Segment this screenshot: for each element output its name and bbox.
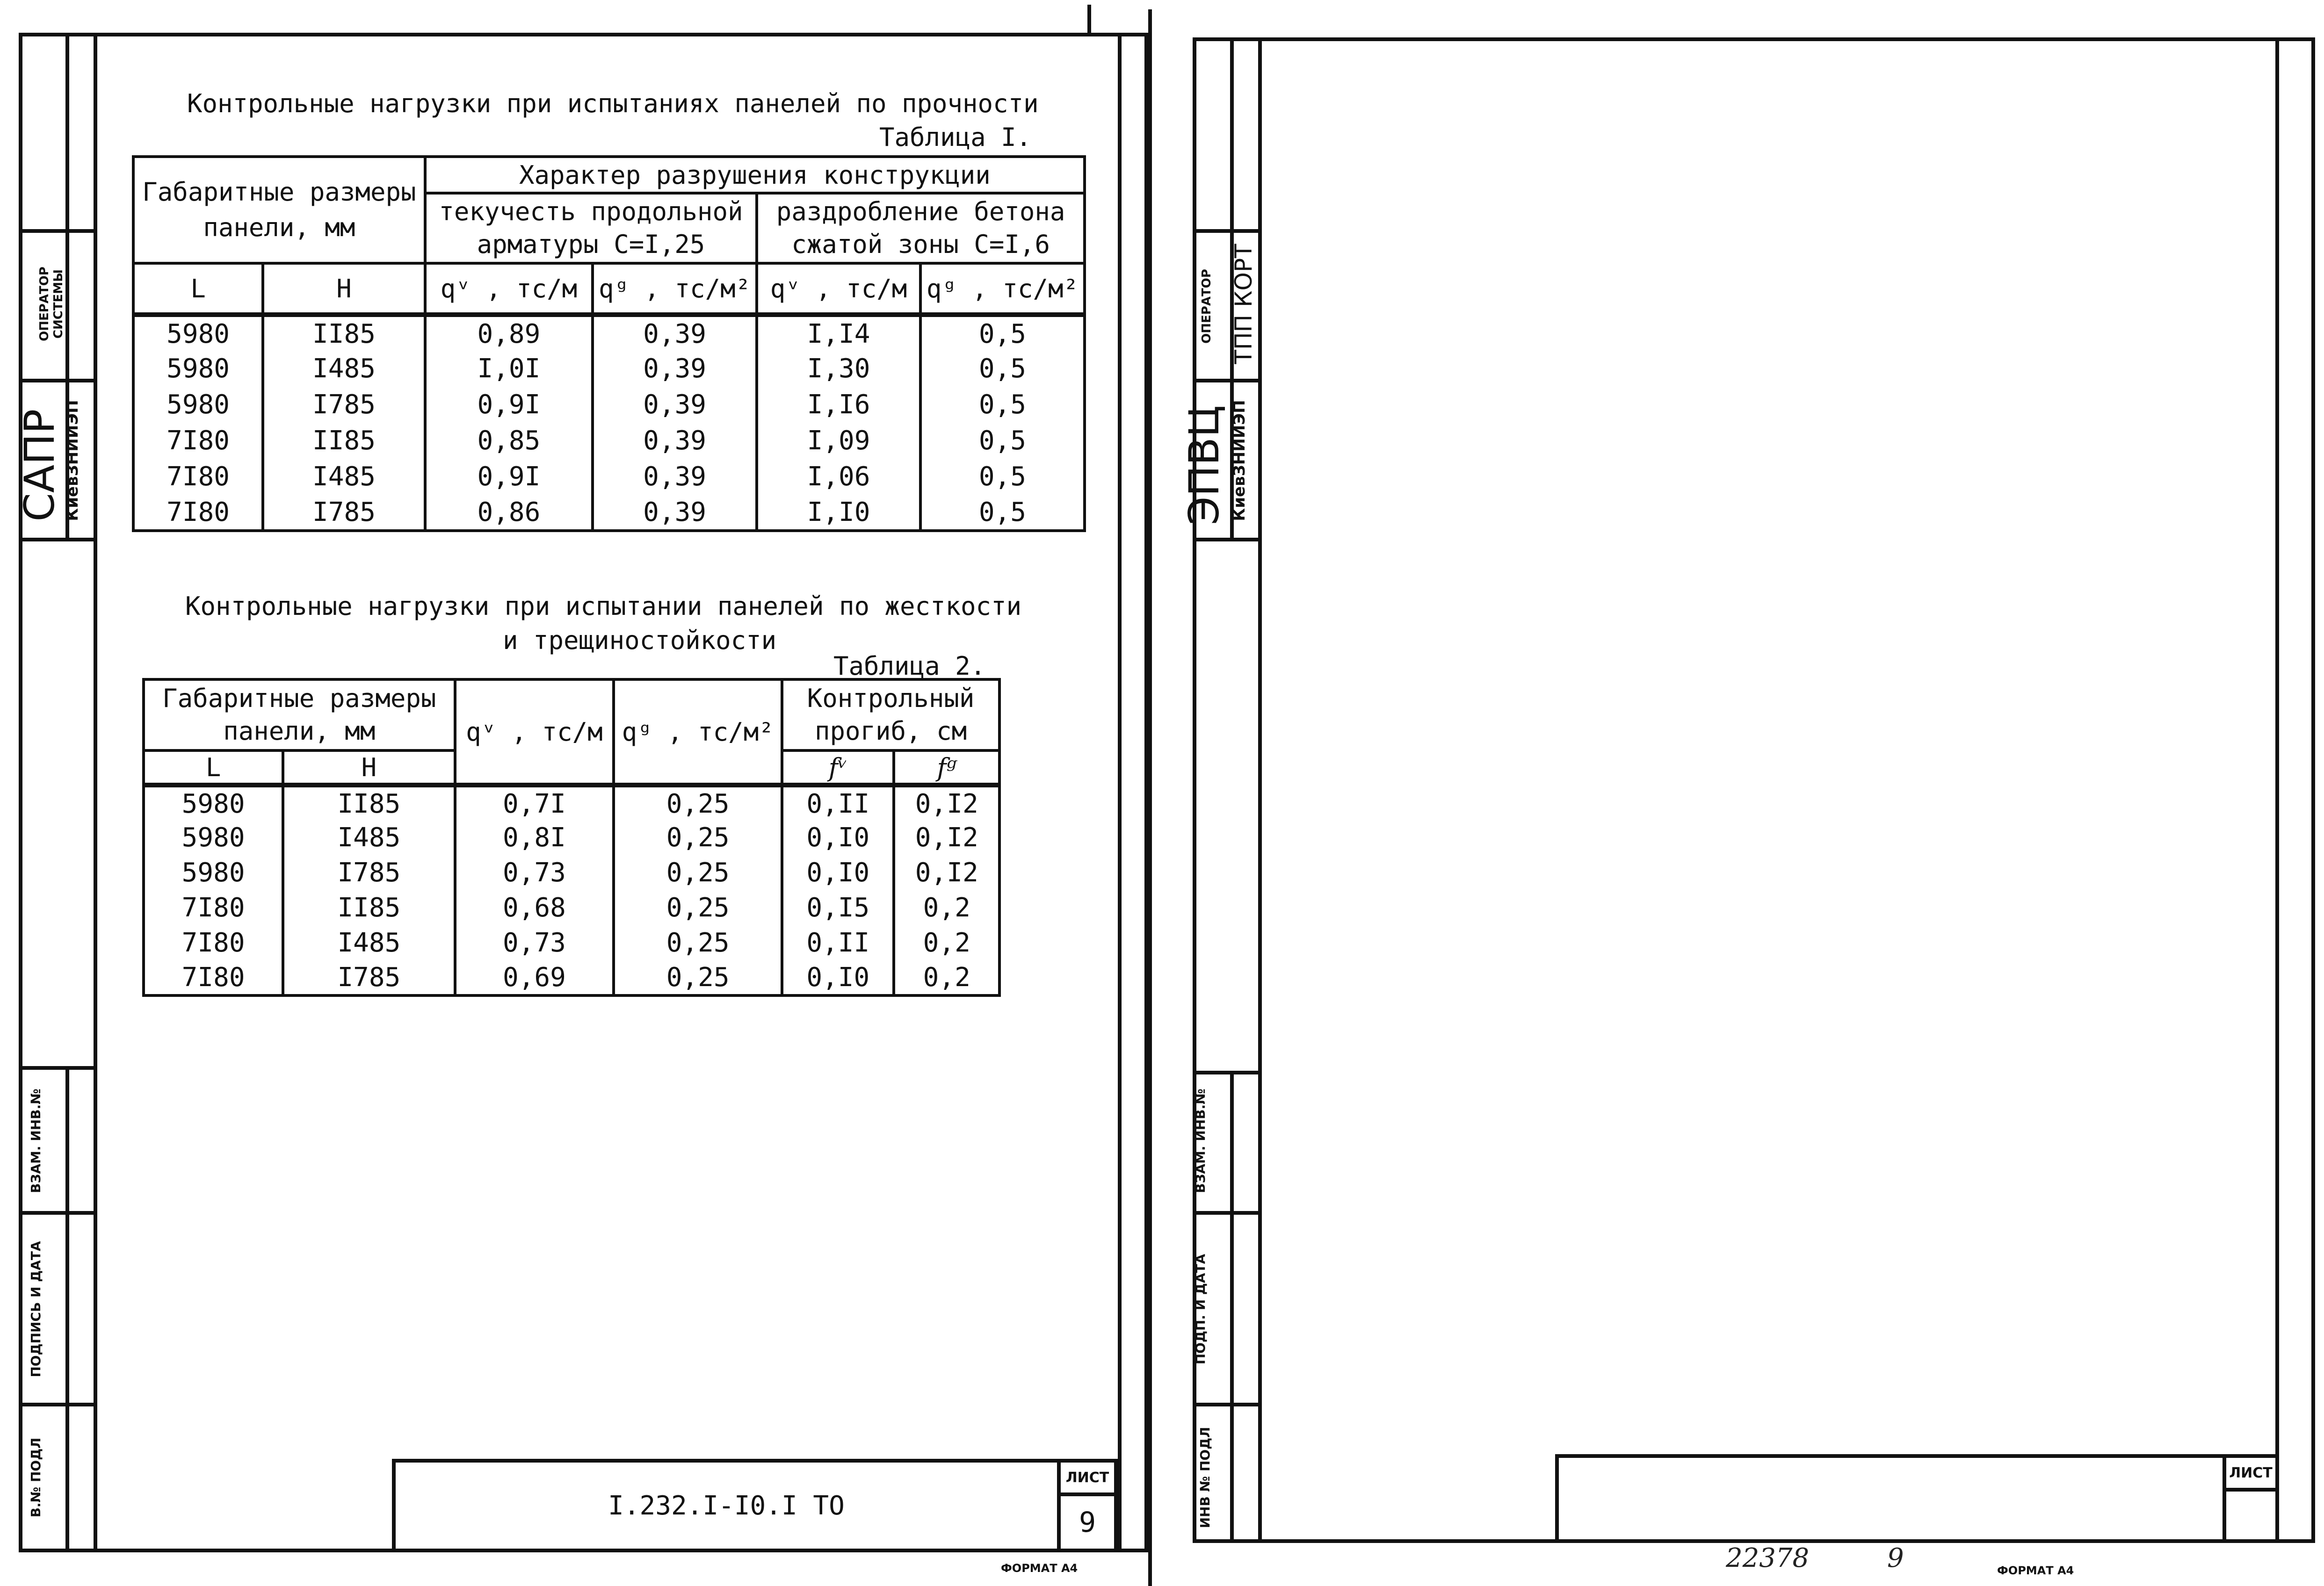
right-stamp-role: ОПЕРАТОР xyxy=(1200,269,1214,344)
table2-title-line2: и трещиностойкости xyxy=(503,626,777,655)
table1 xyxy=(132,155,1086,532)
table2-row xyxy=(144,925,999,960)
table1-cell: 0,86 xyxy=(425,495,593,531)
right-side-strip-inner2 xyxy=(1230,1071,1234,1543)
table1-row xyxy=(133,351,1085,387)
table2-cell: 0,25 xyxy=(614,960,782,995)
table1-cell: II85 xyxy=(263,423,425,459)
table2-cell: 0,2 xyxy=(894,890,999,925)
table1-cell: 0,39 xyxy=(593,459,757,495)
right-stamp-box xyxy=(1555,1454,2226,1543)
table1-cell: 0,39 xyxy=(593,423,757,459)
table1-cell: I785 xyxy=(263,495,425,531)
table2-cell: 7I80 xyxy=(144,890,283,925)
table1-cell: 0,5 xyxy=(920,459,1085,495)
right-stamp-org-big: ЭПВЦ xyxy=(1180,405,1228,526)
table1-head-sub1: текучесть продольной арматуры С=I,25 xyxy=(425,193,757,263)
right-side-field-1 xyxy=(1193,1211,1258,1215)
table2-cell: 0,I0 xyxy=(782,960,894,995)
table1-cell: I,30 xyxy=(757,351,920,387)
table2-cell: 0,I2 xyxy=(894,785,999,820)
table2-cell: 7I80 xyxy=(144,960,283,995)
table2-cell: 0,68 xyxy=(455,890,614,925)
right-side-field-podp: ПОДП. И ДАТА xyxy=(1193,1254,1208,1365)
table1-row xyxy=(133,387,1085,423)
table1-col-qv2: qᵛ , тс/м xyxy=(757,263,920,315)
table1-col-L: L xyxy=(133,263,263,315)
right-footer-number: 22378 xyxy=(1726,1543,1810,1573)
table2-row xyxy=(144,820,999,855)
left-side-strip-line xyxy=(94,33,97,1552)
left-stamp-doc-code: I.232.I-I0.I ТО xyxy=(392,1459,1061,1552)
table2-row xyxy=(144,785,999,820)
right-side-hline-1 xyxy=(1193,229,1258,233)
left-side-field-2 xyxy=(19,1403,94,1406)
table1-col-qg2: qᵍ , тс/м² xyxy=(920,263,1085,315)
table2-row xyxy=(144,890,999,925)
table1-cell: 0,85 xyxy=(425,423,593,459)
table2-cell: I785 xyxy=(283,960,455,995)
table2-row xyxy=(144,960,999,995)
right-side-field-inv: ИНВ № ПОДЛ xyxy=(1197,1427,1213,1528)
table2 xyxy=(142,678,1001,997)
table2-cell: 0,I2 xyxy=(894,855,999,890)
table2-head-defl: Контрольный прогиб, см xyxy=(782,679,999,750)
table2-cell: 0,I5 xyxy=(782,890,894,925)
table2-cell: 5980 xyxy=(144,855,283,890)
table2-cell: 0,25 xyxy=(614,820,782,855)
right-side-strip-line xyxy=(1258,37,1262,1543)
table2-cell: 0,2 xyxy=(894,925,999,960)
left-side-hline-1 xyxy=(19,229,94,233)
left-stamp-sheet-no: 9 xyxy=(1057,1492,1118,1552)
table2-cell: 0,25 xyxy=(614,890,782,925)
table2-col-L: L xyxy=(144,750,283,785)
table2-cell: 0,2 xyxy=(894,960,999,995)
table2-head-dims: Габаритные размеры панели, мм xyxy=(144,679,455,750)
left-side-field-vzam: ВЗАМ. ИНВ.№ xyxy=(28,1089,43,1193)
table1-cell: I,I0 xyxy=(757,495,920,531)
table1-cell: 0,5 xyxy=(920,423,1085,459)
right-stamp-sheet-no-box xyxy=(2223,1488,2279,1543)
table2-cell: 5980 xyxy=(144,785,283,820)
right-side-field-2 xyxy=(1193,1403,1258,1406)
left-sheet xyxy=(0,0,1151,1586)
table1-row xyxy=(133,315,1085,351)
right-side-field-top xyxy=(1193,1071,1258,1074)
table2-cell: 0,25 xyxy=(614,855,782,890)
table1-cell: I,I4 xyxy=(757,315,920,351)
table2-cell: 5980 xyxy=(144,820,283,855)
left-side-hline-3 xyxy=(19,538,94,541)
table2-cell: II85 xyxy=(283,785,455,820)
table1-cell: 0,39 xyxy=(593,387,757,423)
table2-row xyxy=(144,855,999,890)
right-side-field-vzam: ВЗАМ. ИНВ.№ xyxy=(1193,1089,1208,1193)
left-side-field-inv: В.№ ПОДЛ xyxy=(28,1437,43,1518)
table1-label: Таблица I. xyxy=(879,123,1032,152)
table1-title: Контрольные нагрузки при испытаниях панелей по прочности xyxy=(187,89,1039,118)
left-side-strip-inner2 xyxy=(65,1066,69,1552)
table1-row xyxy=(133,495,1085,531)
table2-cell: 0,69 xyxy=(455,960,614,995)
table1-head-char: Характер разрушения конструкции xyxy=(425,157,1085,193)
table2-col-qv: qᵛ , тс/м xyxy=(455,679,614,785)
table2-label: Таблица 2. xyxy=(833,651,986,681)
right-format-label: ФОРМАТ А4 xyxy=(1997,1564,2074,1577)
top-tick xyxy=(1087,5,1091,33)
table2-cell: 7I80 xyxy=(144,925,283,960)
table2-cell: I485 xyxy=(283,820,455,855)
table1-cell: 7I80 xyxy=(133,423,263,459)
table1-cell: I,I6 xyxy=(757,387,920,423)
table1-cell: 0,39 xyxy=(593,351,757,387)
table2-cell: 0,25 xyxy=(614,925,782,960)
table2-cell: 0,7I xyxy=(455,785,614,820)
left-stamp-sheet-label-box: ЛИСТ xyxy=(1057,1459,1118,1496)
left-side-hline-2 xyxy=(19,379,94,382)
table1-cell: 7I80 xyxy=(133,495,263,531)
table1-cell: 0,9I xyxy=(425,387,593,423)
table2-cell: 0,I0 xyxy=(782,820,894,855)
table1-cell: I,0I xyxy=(425,351,593,387)
page-divider xyxy=(1148,9,1152,1586)
right-outer-frame xyxy=(1193,37,2315,1543)
table1-cell: I,09 xyxy=(757,423,920,459)
table1-cell: I785 xyxy=(263,387,425,423)
right-edge-line xyxy=(2275,37,2279,1543)
left-side-field-podpis: ПОДПИСЬ И ДАТА xyxy=(28,1241,43,1377)
table1-head-sub2: раздробление бетона сжатой зоны С=I,6 xyxy=(757,193,1085,263)
table2-cell: 0,73 xyxy=(455,855,614,890)
table1-cell: 0,9I xyxy=(425,459,593,495)
table2-cell: 0,II xyxy=(782,925,894,960)
left-format-label: ФОРМАТ А4 xyxy=(1001,1562,1078,1575)
right-sheet xyxy=(1174,0,2324,1586)
table1-cell: 5980 xyxy=(133,387,263,423)
table2-cell: 0,I0 xyxy=(782,855,894,890)
table1-cell: I,06 xyxy=(757,459,920,495)
right-footer-page: 9 xyxy=(1887,1543,1904,1573)
left-stamp-org-small: КиевЗНИИЭП xyxy=(63,400,82,521)
table1-cell: 0,89 xyxy=(425,315,593,351)
table1-col-qg1: qᵍ , тс/м² xyxy=(593,263,757,315)
table1-cell: 0,5 xyxy=(920,351,1085,387)
table1-col-qv1: qᵛ , тс/м xyxy=(425,263,593,315)
table1-row xyxy=(133,459,1085,495)
table2-col-qg: qᵍ , тс/м² xyxy=(614,679,782,785)
table1-row xyxy=(133,423,1085,459)
right-stamp-role2: ТПП КОРТ xyxy=(1230,244,1257,364)
table2-cell: 0,73 xyxy=(455,925,614,960)
right-stamp-org-small: КиевЗНИИЭП xyxy=(1230,400,1249,521)
table1-cell: I485 xyxy=(263,459,425,495)
table2-col-fg: fᵍ xyxy=(894,750,999,785)
table2-cell: II85 xyxy=(283,890,455,925)
table2-cell: 0,25 xyxy=(614,785,782,820)
table2-cell: 0,8I xyxy=(455,820,614,855)
table2-cell: 0,I2 xyxy=(894,820,999,855)
left-side-field-1 xyxy=(19,1211,94,1215)
right-side-hline-2 xyxy=(1193,379,1258,382)
right-side-hline-3 xyxy=(1193,538,1258,541)
table1-cell: 5980 xyxy=(133,315,263,351)
table1-cell: I485 xyxy=(263,351,425,387)
table1-cell: 5980 xyxy=(133,351,263,387)
table1-cell: 0,39 xyxy=(593,315,757,351)
table2-cell: 0,II xyxy=(782,785,894,820)
table2-col-fv: fᵛ xyxy=(782,750,894,785)
table2-cell: I485 xyxy=(283,925,455,960)
table2-col-H: H xyxy=(283,750,455,785)
left-right-edge xyxy=(1118,33,1122,1552)
table1-cell: 0,5 xyxy=(920,315,1085,351)
table2-title-line1: Контрольные нагрузки при испытании панелей по жесткости xyxy=(185,591,1022,621)
table1-head-dims: Габаритные размеры панели, мм xyxy=(133,157,425,263)
table1-cell: 7I80 xyxy=(133,459,263,495)
table1-col-H: H xyxy=(263,263,425,315)
left-side-field-top xyxy=(19,1066,94,1070)
table1-cell: 0,5 xyxy=(920,387,1085,423)
left-stamp-org-big: САПР xyxy=(15,409,64,522)
table1-cell: II85 xyxy=(263,315,425,351)
table1-cell: 0,39 xyxy=(593,495,757,531)
table1-cell: 0,5 xyxy=(920,495,1085,531)
right-stamp-sheet-label-box: ЛИСТ xyxy=(2223,1454,2279,1492)
left-stamp-role: ОПЕРАТОР СИСТЕМЫ xyxy=(37,267,65,341)
table2-cell: I785 xyxy=(283,855,455,890)
